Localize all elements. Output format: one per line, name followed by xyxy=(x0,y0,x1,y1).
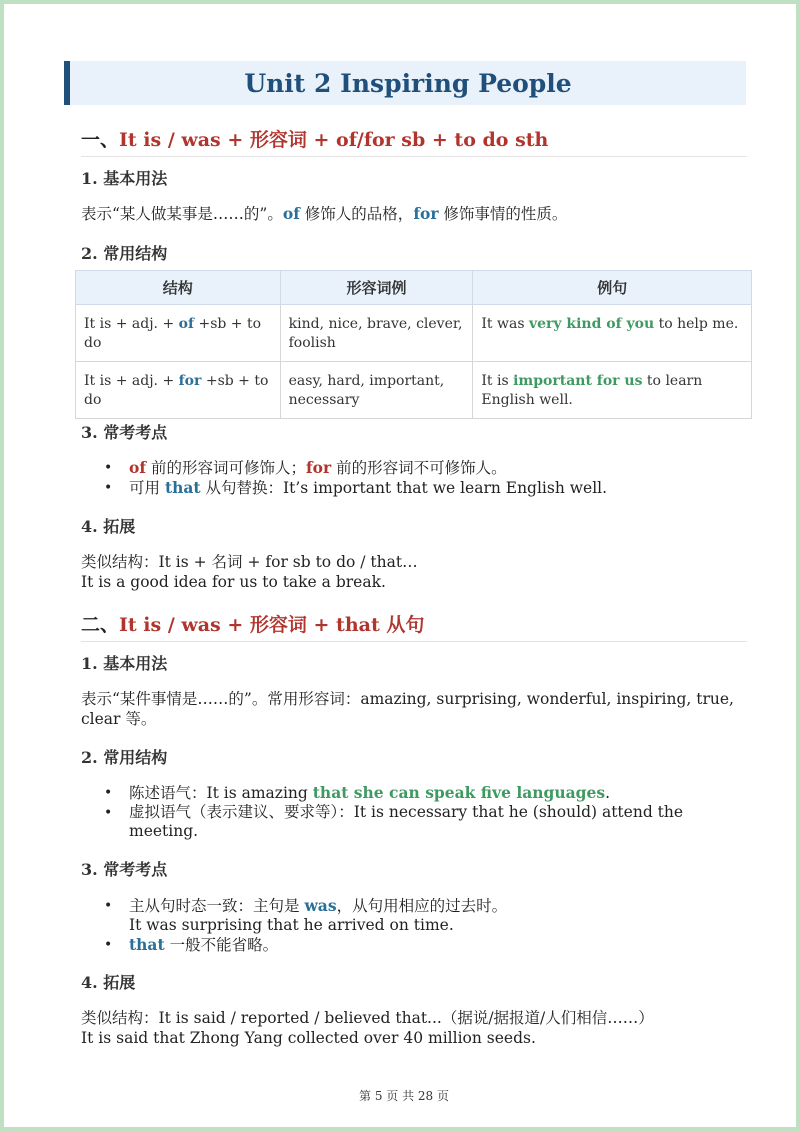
keyword-was: was xyxy=(304,896,337,915)
text: +sb + to do xyxy=(84,316,262,351)
text: +sb + to do xyxy=(84,373,269,408)
text: ，从句用相应的过去时。 xyxy=(336,897,508,915)
text: 虚拟语气（表示建议、要求等）：It is necessary that he (should) attend the meeting. xyxy=(129,803,684,840)
s1-points-list xyxy=(104,458,744,498)
section-1-prefix: 一、 xyxy=(81,129,120,151)
table-cell xyxy=(473,362,752,419)
page-title: Unit 2 Inspiring People xyxy=(244,68,572,98)
page-footer: 第 5 页 共 28 页 xyxy=(359,1089,449,1103)
s2-ext-text xyxy=(81,1008,741,1048)
table-cell: kind, nice, brave, clever, foolish xyxy=(280,305,473,362)
table-cell xyxy=(76,305,281,362)
text: 从句替换：It’s important that we learn English well. xyxy=(200,479,608,497)
text: 修饰事情的性质。 xyxy=(438,205,568,223)
s2-usage-heading: 1. 基本用法 xyxy=(81,654,168,673)
text: It was surprising that he arrived on time. xyxy=(129,916,454,934)
s1-usage-text xyxy=(81,204,741,224)
section-2-title xyxy=(81,610,747,642)
text: 一般不能省略。 xyxy=(164,936,279,954)
text: It is xyxy=(481,373,514,389)
text: It is + adj. + xyxy=(84,316,179,332)
section-2-heading: It is / was + 形容词 + that 从句 xyxy=(119,614,425,636)
text: 陈述语气：It is amazing xyxy=(129,784,313,802)
s2-usage-text: 表示“某件事情是……的”。常用形容词：amazing, surprising, wonderful, inspiring, true, clear 等。 xyxy=(81,690,734,728)
s1-struct-heading: 2. 常用结构 xyxy=(81,244,168,263)
s2-struct-list xyxy=(104,783,744,841)
text: 前的形容词不可修饰人。 xyxy=(331,459,507,477)
table-row xyxy=(76,305,752,362)
text: . xyxy=(605,784,611,802)
s1-points-heading: 3. 常考考点 xyxy=(81,423,168,442)
s1-ext-heading: 4. 拓展 xyxy=(81,517,136,536)
list-item xyxy=(104,896,744,935)
table-header-row xyxy=(76,271,752,305)
keyword-of: of xyxy=(282,204,300,223)
section-1-title xyxy=(81,125,747,157)
s2-points-heading: 3. 常考考点 xyxy=(81,860,168,879)
structure-table xyxy=(75,270,752,419)
keyword-for: for xyxy=(178,373,202,389)
text: It was xyxy=(481,316,529,332)
text: 修饰人的品格， xyxy=(299,205,414,223)
keyword-of: of xyxy=(178,316,195,332)
table-header: 例句 xyxy=(473,271,752,305)
s2-points-list xyxy=(104,896,744,955)
table-cell xyxy=(473,305,752,362)
text: It is + adj. + xyxy=(84,373,179,389)
section-2-prefix: 二、 xyxy=(81,614,120,636)
title-banner xyxy=(64,61,746,105)
text: 主从句时态一致：主句是 xyxy=(129,897,305,915)
list-item xyxy=(104,935,744,955)
s1-ext-text xyxy=(81,552,741,592)
highlight: very kind of you xyxy=(528,316,655,332)
section-1-heading: It is / was + 形容词 + of/for sb + to do sth xyxy=(119,129,549,151)
text-line: 类似结构：It is + 名词 + for sb to do / that… xyxy=(81,553,418,571)
keyword-for: for xyxy=(305,458,332,477)
highlight: important for us xyxy=(513,373,643,389)
text: to learn English well. xyxy=(481,373,703,408)
keyword-for: for xyxy=(413,204,439,223)
s1-usage-heading: 1. 基本用法 xyxy=(81,169,168,188)
list-item xyxy=(104,783,744,803)
text-line: It is a good idea for us to take a break. xyxy=(81,573,386,591)
table-cell: easy, hard, important, necessary xyxy=(280,362,473,419)
list-item xyxy=(104,478,744,498)
text: 表示“某人做某事是……的”。 xyxy=(81,205,283,223)
list-item xyxy=(104,458,744,478)
s2-struct-heading: 2. 常用结构 xyxy=(81,748,168,767)
table-cell xyxy=(76,362,281,419)
text-line: It is said that Zhong Yang collected over 40 million seeds. xyxy=(81,1029,536,1047)
keyword-that: that xyxy=(164,478,201,497)
s2-ext-heading: 4. 拓展 xyxy=(81,973,136,992)
text: to help me. xyxy=(654,316,739,332)
text-line: 类似结构：It is said / reported / believed that...（据说/据报道/人们相信……） xyxy=(81,1009,654,1027)
table-header: 形容词例 xyxy=(280,271,473,305)
keyword-of: of xyxy=(129,458,147,477)
table-header: 结构 xyxy=(76,271,281,305)
highlight: that she can speak five languages xyxy=(312,783,606,802)
table-row xyxy=(76,362,752,419)
text: 前的形容词可修饰人； xyxy=(146,459,306,477)
text: 可用 xyxy=(129,479,165,497)
keyword-that: that xyxy=(129,935,165,954)
list-item xyxy=(104,803,744,841)
